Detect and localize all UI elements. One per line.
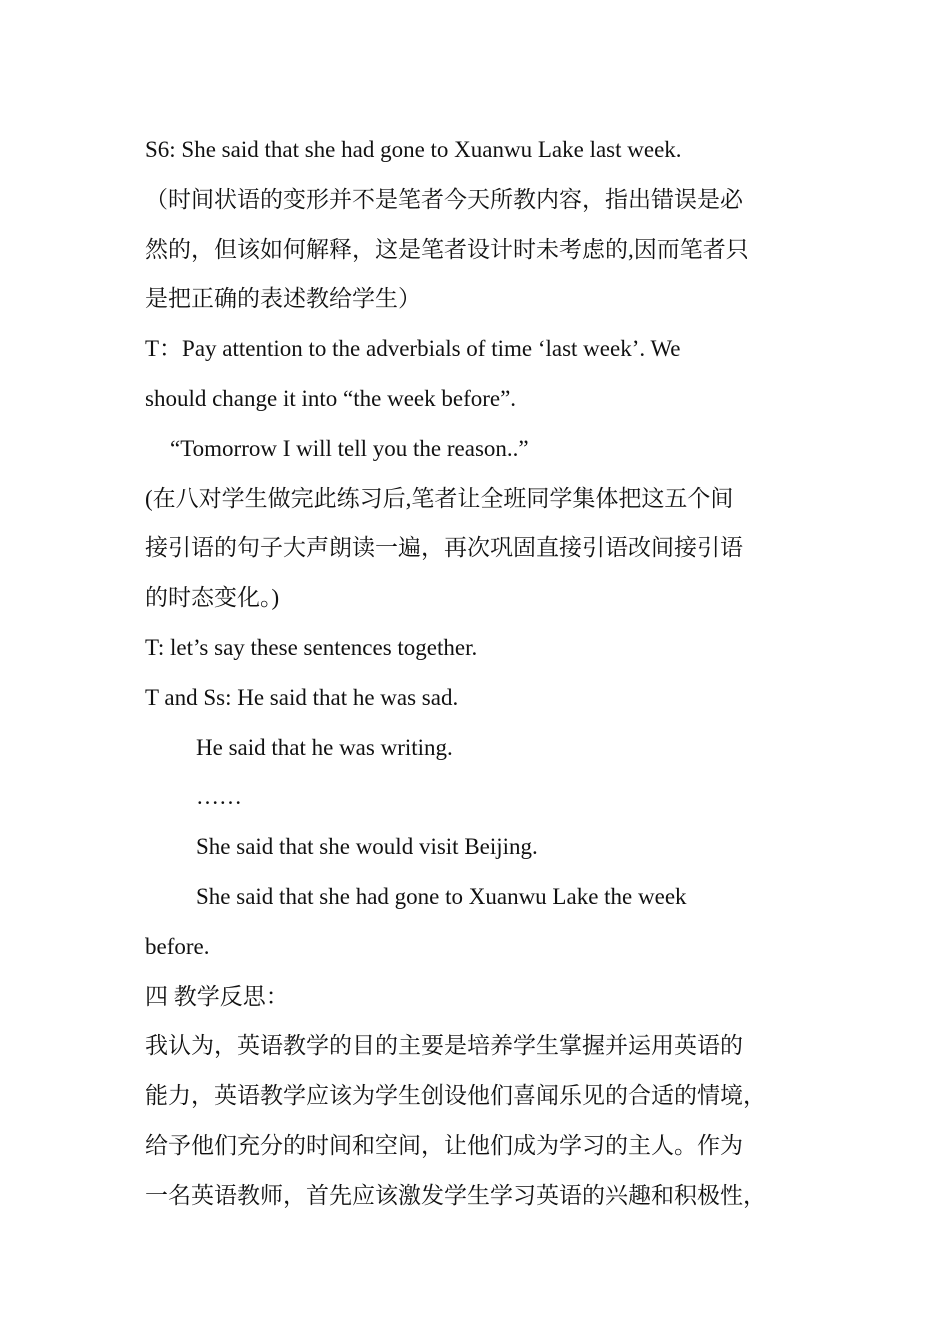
text-line: She said that she had gone to Xuanwu Lake the week (196, 883, 687, 909)
text-line: before. (145, 933, 210, 959)
text-line: 我认为，英语教学的目的主要是培养学生掌握并运用英语的 (145, 1033, 743, 1059)
text-line: T and Ss: He said that he was sad. (145, 684, 459, 710)
text-line: 然的，但该如何解释，这是笔者设计时未考虑的,因而笔者只 (145, 236, 749, 262)
text-line: 接引语的句子大声朗读一遍，再次巩固直接引语改间接引语 (145, 535, 743, 561)
text-line: 一名英语教师，首先应该激发学生学习英语的兴趣和积极性， (145, 1182, 766, 1208)
text-line: T：Pay attention to the adverbials of time ‘last week’. We (145, 336, 681, 362)
text-line: 是把正确的表述教给学生） (145, 286, 421, 312)
text-line: should change it into “the week before”. (145, 385, 517, 411)
section-heading: 四 教学反思： (145, 983, 289, 1009)
text-line: …… (196, 784, 242, 810)
text-line: (在八对学生做完此练习后,笔者让全班同学集体把这五个间 (145, 485, 734, 511)
text-line: He said that he was writing. (196, 734, 453, 760)
text-line: She said that she would visit Beijing. (196, 834, 538, 860)
text-line: “Tomorrow I will tell you the reason..” (170, 435, 529, 461)
document-page (145, 125, 825, 1221)
text-line: 的时态变化。) (145, 585, 280, 611)
text-line: 给予他们充分的时间和空间，让他们成为学习的主人。作为 (145, 1132, 743, 1158)
text-line: S6: She said that she had gone to Xuanwu Lake last week. (145, 137, 682, 162)
text-line: T: let’s say these sentences together. (145, 634, 478, 660)
text-line: 能力，英语教学应该为学生创设他们喜闻乐见的合适的情境， (145, 1083, 766, 1109)
text-line: （时间状语的变形并不是笔者今天所教内容，指出错误是必 (145, 186, 743, 212)
